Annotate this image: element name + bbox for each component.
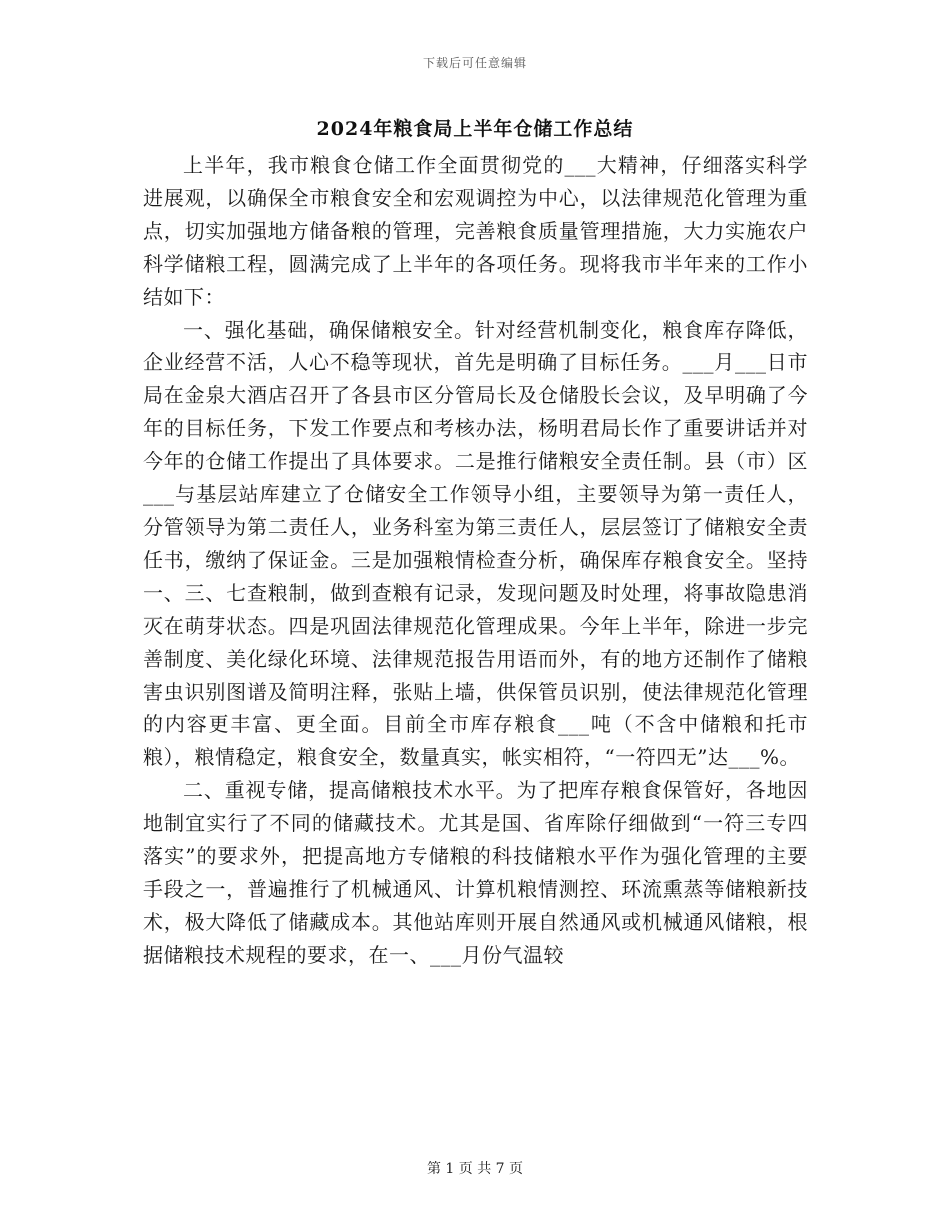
document-body [143,149,808,972]
page-number: 第 1 页 共 7 页 [426,1161,524,1177]
header-note: 下载后可任意编辑 [422,56,527,70]
paragraph-section-2: 二、重视专储，提高储粮技术水平。为了把库存粮食保管好，各地因地制宜实行了不同的储藏技术。尤其是国、省库除仔细做到“一符三专四落实”的要求外，把提高地方专储粮的科技储粮水平作为强化管理的主要手段之一，普遍推行了机械通风、计算机粮情测控、环流熏蒸等储粮新技术，极大降低了储藏成本。其他站库则开展自然通风或机械通风储粮，根据储粮技术规程的要求，在一、___月份气温较 [143,778,808,967]
page-title: 2024年粮食局上半年仓储工作总结 [316,118,634,140]
paragraph-section-1: 一、强化基础，确保储粮安全。针对经营机制变化，粮食库存降低，企业经营不活，人心不稳等现状，首先是明确了目标任务。___月___日市局在金泉大酒店召开了各县市区分管局长及仓储股长会议，及早明确了今年的目标任务，下发工作要点和考核办法，杨明君局长作了重要讲话并对今年的仓储工作提出了具体要求。二是推行储粮安全责任制。县（市）区___与基层站库建立了仓储安全工作领导小组，主要领导为第一责任人，分管领导为第二责任人，业务科室为第三责任人，层层签订了储粮安全责任书，缴纳了保证金。三是加强粮情检查分析，确保库存粮食安全。坚持一、三、七查粮制，做到查粮有记录，发现问题及时处理，将事故隐患消灭在萌芽状态。四是巩固法律规范化管理成果。今年上半年，除进一步完善制度、美化绿化环境、法律规范报告用语而外，有的地方还制作了储粮害虫识别图谱及简明注释，张贴上墙，供保管员识别，使法律规范化管理的内容更丰富、更全面。目前全市库存粮食___吨（不含中储粮和托市粮），粮情稳定，粮食安全，数量真实，帐实相符，“一符四无”达___%。 [143,317,808,770]
paragraph-intro: 上半年，我市粮食仓储工作全面贯彻党的___大精神，仔细落实科学进展观，以确保全市粮食安全和宏观调控为中心，以法律规范化管理为重点，切实加强地方储备粮的管理，完善粮食质量管理措施，大力实施农户科学储粮工程，圆满完成了上半年的各项任务。现将我市半年来的工作小结如下： [143,153,808,309]
